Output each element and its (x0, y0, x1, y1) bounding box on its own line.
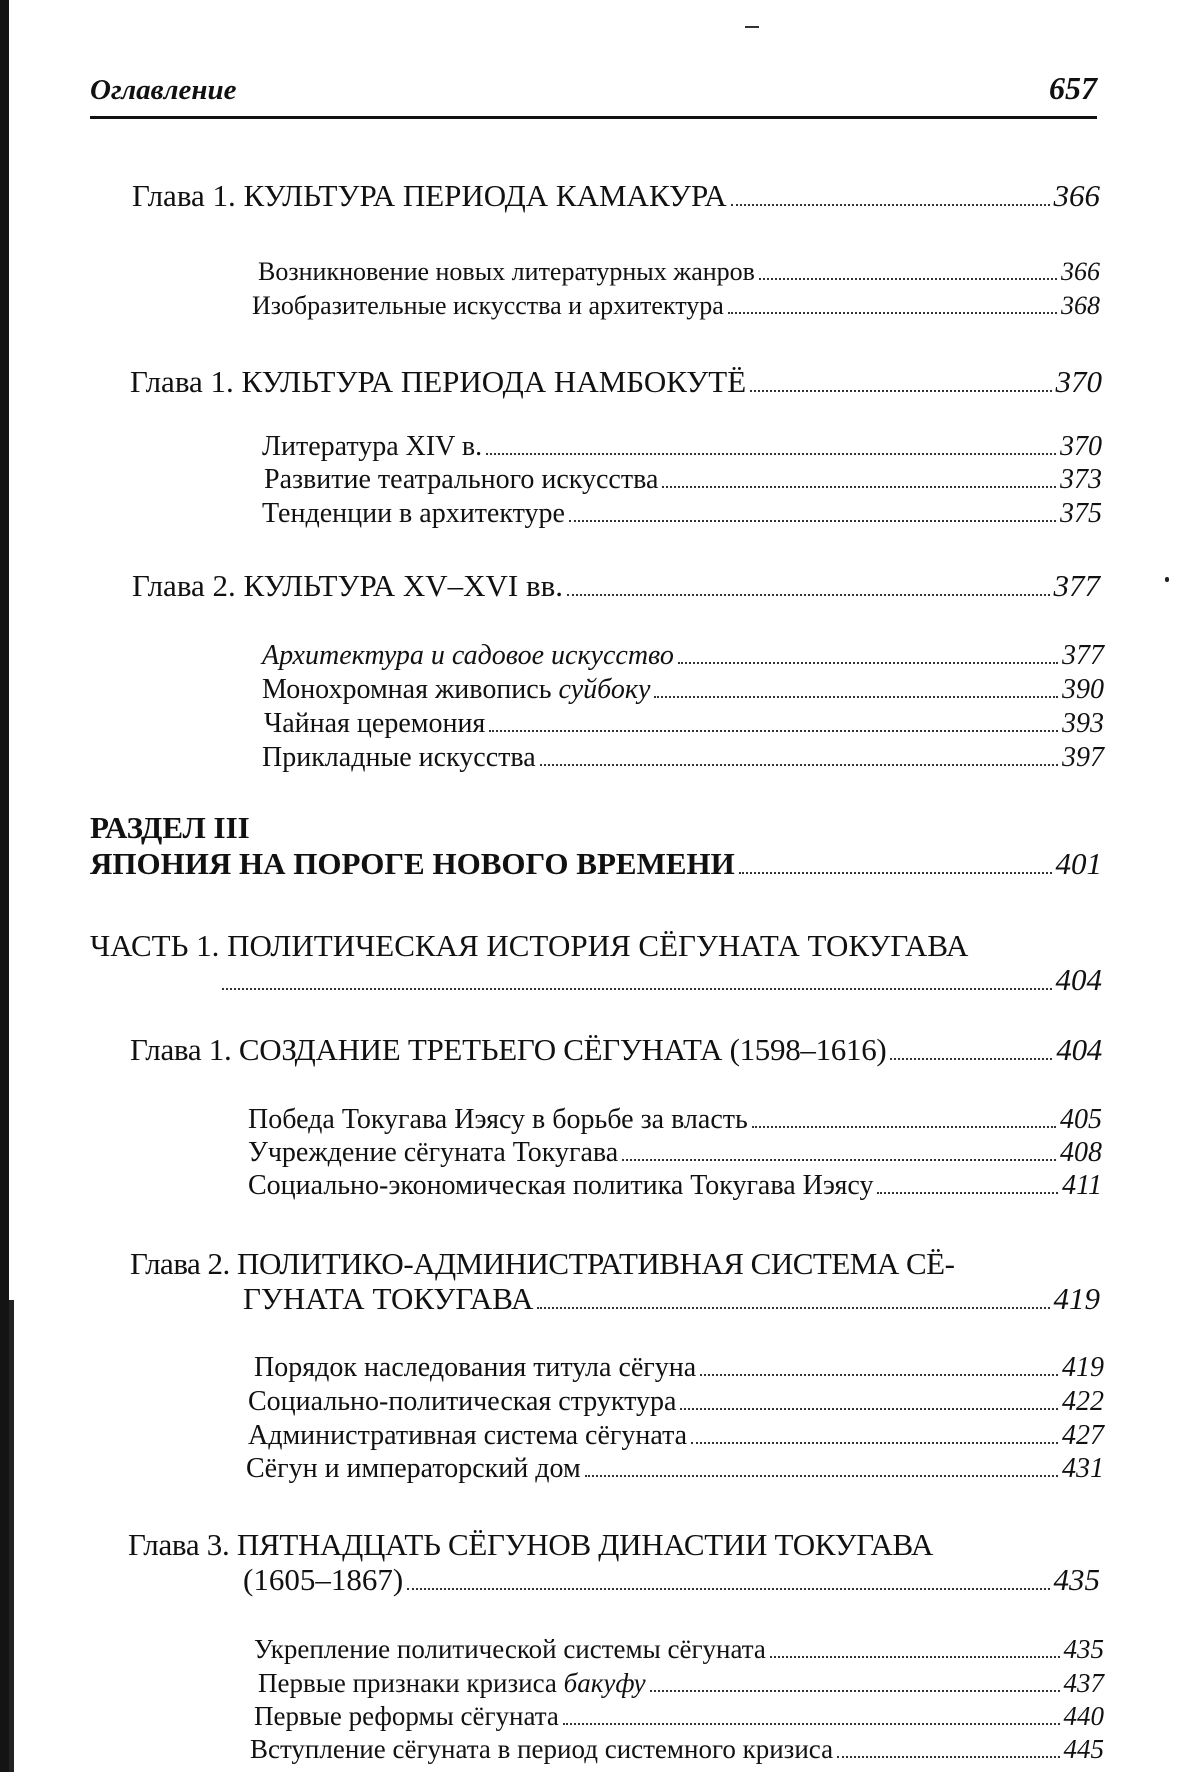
toc-entry-label: (1605–1867) (243, 1562, 404, 1597)
toc-entry-section[interactable] (254, 1634, 1104, 1665)
leader-dots (540, 764, 1058, 766)
toc-entry-page: 419 (1053, 1281, 1100, 1316)
toc-entry-page: 366 (1061, 257, 1100, 286)
leader-dots (770, 1656, 1060, 1658)
toc-entry-chapter[interactable] (130, 364, 1102, 400)
leader-dots (680, 1408, 1058, 1410)
scan-mark (745, 26, 759, 28)
toc-entry-page: 408 (1060, 1137, 1102, 1168)
leader-dots (537, 1307, 1049, 1309)
leader-dots (759, 278, 1057, 280)
toc-chapter-heading-line1[interactable]: Глава 2. ПОЛИТИКО-АДМИНИСТРАТИВНАЯ СИСТЕМА СЁ- (130, 1246, 955, 1281)
toc-entry-page: 431 (1062, 1453, 1104, 1484)
toc-chapter-heading-line1[interactable]: Глава 3. ПЯТНАДЦАТЬ СЁГУНОВ ДИНАСТИИ ТОКУГАВА (128, 1527, 934, 1562)
scan-edge-shadow (9, 1300, 14, 1772)
toc-entry-label: Чайная церемония (264, 708, 486, 739)
leader-dots (585, 1475, 1058, 1477)
toc-entry-label: Тенденции в архитектуре (262, 498, 565, 529)
leader-dots (739, 872, 1052, 874)
toc-entry-label-term: суйбоку (558, 674, 651, 705)
toc-entry-chapter[interactable] (130, 1032, 1102, 1068)
leader-dots (877, 1192, 1058, 1194)
toc-entry-section[interactable] (252, 291, 1100, 321)
toc-entry-section[interactable] (264, 708, 1104, 740)
toc-entry-section[interactable] (248, 1386, 1104, 1418)
toc-entry-section[interactable] (248, 1137, 1102, 1169)
page-number: 657 (1049, 70, 1097, 106)
toc-entry-page: 404 (1056, 1032, 1102, 1067)
header-rule (90, 116, 1097, 119)
scan-speck (1165, 577, 1169, 582)
toc-entry-page: 370 (1055, 364, 1102, 399)
toc-entry-label: Сёгун и императорский дом (246, 1453, 581, 1484)
toc-entry-page: 370 (1060, 431, 1102, 462)
toc-entry-label: Возникновение новых литературных жанров (258, 257, 755, 286)
toc-entry-section[interactable] (262, 742, 1104, 774)
toc-entry-page: 419 (1062, 1352, 1104, 1383)
toc-entry-page: 368 (1061, 291, 1100, 320)
leader-dots (650, 1690, 1060, 1692)
toc-entry-label: Административная система сёгуната (248, 1420, 688, 1451)
toc-entry-page: 411 (1062, 1170, 1102, 1201)
toc-entry-section[interactable] (262, 431, 1102, 463)
toc-section-heading[interactable]: РАЗДЕЛ III (90, 810, 250, 845)
toc-entry-label-text: Первые признаки кризиса (258, 1668, 564, 1698)
toc-entry-section[interactable] (262, 640, 1104, 672)
toc-entry-section[interactable] (262, 674, 1104, 706)
leader-dots (407, 1588, 1049, 1590)
scan-edge (0, 0, 9, 1772)
running-header-title: Оглавление (90, 74, 237, 106)
toc-entry-page: 393 (1062, 708, 1104, 739)
leader-dots (567, 594, 1049, 596)
leader-dots (752, 1126, 1056, 1128)
toc-entry-label: Победа Токугава Иэясу в борьбе за власть (248, 1104, 748, 1135)
toc-entry-section[interactable] (246, 1453, 1104, 1485)
toc-entry-section[interactable] (264, 464, 1102, 496)
leader-dots (700, 1374, 1058, 1376)
toc-entry-chapter[interactable] (243, 1281, 1100, 1317)
toc-entry-label-term: бакуфу (563, 1668, 646, 1698)
toc-entry-part-title[interactable] (90, 846, 1102, 882)
leader-dots (489, 730, 1058, 732)
leader-dots (890, 1058, 1052, 1060)
toc-entry-label: ЯПОНИЯ НА ПОРОГЕ НОВОГО ВРЕМЕНИ (90, 846, 735, 881)
toc-entry-page: 373 (1060, 464, 1102, 495)
toc-entry-page: 404 (1055, 962, 1102, 997)
toc-entry-label: ГУНАТА ТОКУГАВА (243, 1281, 534, 1316)
leader-dots (678, 662, 1058, 664)
toc-entry-page: 397 (1062, 742, 1104, 773)
toc-entry-chapter[interactable] (243, 1562, 1100, 1598)
toc-entry-page: 377 (1062, 640, 1104, 671)
toc-entry-page: 437 (1063, 1668, 1104, 1698)
toc-entry-page: 375 (1060, 498, 1102, 529)
toc-entry-label: Прикладные искусства (262, 742, 536, 773)
toc-part-heading[interactable]: ЧАСТЬ 1. ПОЛИТИЧЕСКАЯ ИСТОРИЯ СЁГУНАТА ТОКУГАВА (90, 928, 969, 963)
toc-entry-section[interactable] (248, 1170, 1102, 1202)
toc-entry-label: Развитие театрального искусства (264, 464, 659, 495)
toc-entry-label: Глава 2. КУЛЬТУРА XV–XVI вв. (132, 568, 564, 603)
toc-entry-page: 435 (1053, 1562, 1100, 1597)
toc-entry-label: Литература XIV в. (262, 431, 483, 462)
toc-entry-label: Изобразительные искусства и архитектура (252, 291, 724, 320)
toc-entry-label: Социально-политическая структура (248, 1386, 677, 1417)
toc-entry-chapter[interactable] (132, 178, 1100, 214)
toc-entry-page: 440 (1063, 1701, 1104, 1731)
toc-entry-label: Архитектура и садовое искусство (262, 640, 674, 671)
toc-entry-section[interactable] (250, 1734, 1104, 1765)
leader-dots (654, 696, 1058, 698)
toc-entry-label: Учреждение сёгуната Токугава (248, 1137, 619, 1168)
leader-dots (837, 1756, 1059, 1758)
toc-entry-label (258, 1668, 646, 1699)
toc-entry-page: 422 (1062, 1386, 1104, 1417)
toc-entry-section[interactable] (248, 1104, 1102, 1136)
toc-entry-chapter[interactable] (132, 568, 1100, 604)
toc-part-page-line (222, 962, 1102, 998)
leader-dots (563, 1723, 1060, 1725)
leader-dots (569, 520, 1056, 522)
toc-entry-section[interactable] (254, 1701, 1104, 1732)
toc-entry-label: Укрепление политической системы сёгуната (254, 1634, 766, 1664)
toc-entry-label: Глава 1. СОЗДАНИЕ ТРЕТЬЕГО СЁГУНАТА (1598–1616) (130, 1032, 887, 1067)
toc-entry-label: Первые реформы сёгуната (254, 1701, 559, 1731)
leader-dots (486, 453, 1056, 455)
toc-entry-page: 366 (1053, 178, 1100, 213)
toc-entry-page: 445 (1063, 1734, 1104, 1764)
toc-entry-label: Социально-экономическая политика Токугава Иэясу (248, 1170, 874, 1201)
toc-entry-section[interactable] (262, 498, 1102, 530)
toc-entry-label: Вступление сёгуната в период системного кризиса (250, 1734, 834, 1764)
toc-entry-page: 390 (1062, 674, 1104, 705)
leader-dots (731, 204, 1050, 206)
leader-dots (222, 988, 1052, 990)
toc-entry-label: Глава 1. КУЛЬТУРА ПЕРИОДА КАМАКУРА (132, 178, 727, 213)
toc-entry-page: 427 (1062, 1420, 1104, 1451)
leader-dots (728, 312, 1057, 314)
toc-entry-page: 405 (1060, 1104, 1102, 1135)
leader-dots (622, 1159, 1056, 1161)
leader-dots (662, 486, 1056, 488)
leader-dots (750, 390, 1051, 392)
toc-entry-label: Порядок наследования титула сёгуна (254, 1352, 697, 1383)
toc-entry-label-text: Монохромная живопись (262, 674, 559, 705)
toc-entry-section[interactable] (248, 1420, 1104, 1452)
toc-entry-label: Глава 1. КУЛЬТУРА ПЕРИОДА НАМБОКУТЁ (130, 364, 747, 399)
toc-entry-section[interactable] (258, 257, 1100, 287)
toc-entry-page: 435 (1063, 1634, 1104, 1664)
toc-entry-page: 401 (1055, 846, 1102, 881)
toc-entry-section[interactable] (258, 1668, 1104, 1699)
toc-entry-label (262, 674, 650, 706)
toc-entry-page: 377 (1053, 568, 1100, 603)
running-header (90, 70, 1097, 120)
leader-dots (691, 1442, 1058, 1444)
toc-entry-section[interactable] (254, 1352, 1104, 1384)
